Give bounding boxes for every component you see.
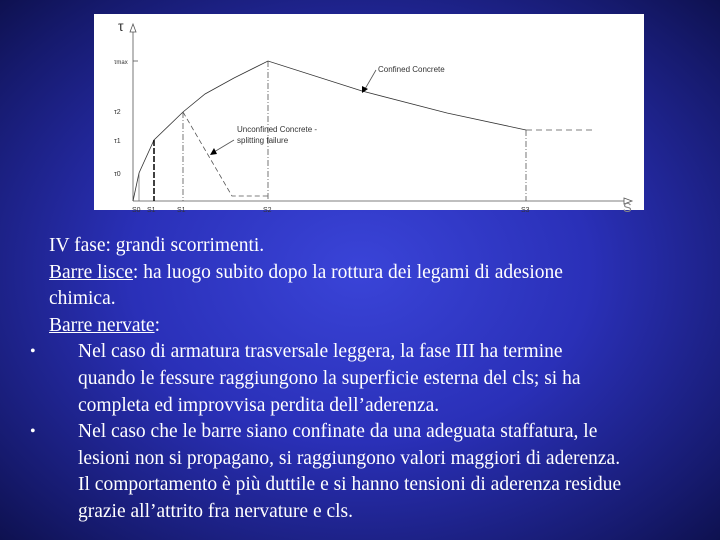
tick-tau-max: τmax [114, 60, 128, 66]
tick-s1: S1 [147, 207, 156, 214]
unconfined-label: Unconfined Concrete - [237, 125, 318, 134]
text-line [49, 313, 709, 340]
term-barre-lisce: Barre lisce [49, 261, 133, 283]
tick-tau-1: τ1 [114, 138, 121, 145]
arrow-icon [210, 148, 217, 155]
text-span: : [154, 314, 160, 336]
tick-s0: S0 [132, 207, 141, 214]
text-line: chimica. [49, 288, 116, 310]
text-line: IV fase: grandi scorrimenti. [49, 235, 265, 256]
bullet-2-line: grazie all’attrito fra nervature e cls. [78, 500, 354, 522]
tick-s2: S2 [263, 207, 272, 214]
slide-text [49, 233, 709, 526]
tick-s1b: S1 [177, 207, 186, 214]
confined-label: Confined Concrete [378, 65, 445, 74]
tick-tau-2: τ2 [114, 109, 121, 116]
bullet-1: • Nel caso di armatura trasversale leggera, la fase III ha termine [49, 339, 709, 366]
bullet-1-line: quando le fessure raggiungono la superficie esterna del cls; si ha [78, 367, 581, 389]
x-axis-label: S [623, 200, 632, 215]
bullet-1-line: completa ed improvvisa perdita dell’aderenza. [78, 394, 440, 416]
bond-slip-diagram [94, 14, 644, 215]
bullet-2: • Nel caso che le barre siano confinate da una adeguata staffatura, le [49, 419, 709, 446]
bullet-2-line: Il comportamento è più duttile e si hanno tensioni di aderenza residue [78, 474, 622, 496]
text-line [49, 260, 709, 287]
y-axis-label: τ [118, 18, 124, 34]
tick-tau-0: τ0 [114, 171, 121, 178]
confined-curve [133, 61, 526, 201]
bullet-2-line: lesioni non si propagano, si raggiungono valori maggiori di aderenza. [78, 447, 621, 469]
term-barre-nervate: Barre nervate [49, 314, 155, 336]
unconfined-label-2: splitting failure [237, 136, 289, 145]
text-span: : ha luogo subito dopo la rottura dei legami di adesione [132, 261, 563, 283]
tick-s3: S3 [521, 207, 530, 214]
